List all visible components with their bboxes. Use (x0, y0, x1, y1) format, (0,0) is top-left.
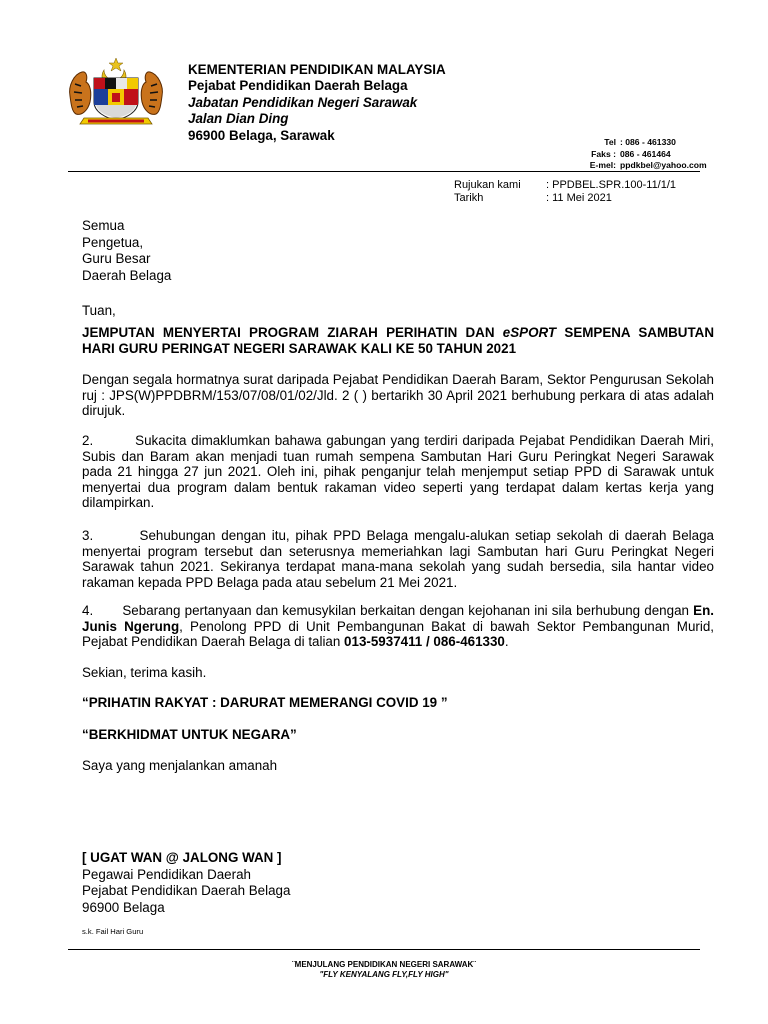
paragraph-3 (82, 528, 714, 590)
carbon-copy-note: s.k. Fail Hari Guru (82, 927, 144, 936)
paragraph-4 (82, 603, 714, 650)
header-divider (68, 171, 700, 172)
paragraph-3-text: Sehubungan dengan itu, pihak PPD Belaga mengalu-alukan setiap sekolah di daerah Belaga menyertai program tersebut dan seterusnya memeriahkan lagi Sambutan hari Guru Peringkat Negeri Sarawak tahun 2021. Sekiranya terdapat mana-mana sekolah yang sudah bersedia, sila hantar video rakaman kepada PPD Belaga pada atau sebelum 21 Mei 2021. (82, 528, 714, 590)
paragraph-2-text: Sukacita dimaklumkan bahawa gabungan yang terdiri daripada Pejabat Pendidikan Daerah Miri, Subis dan Baram akan menjadi tuan rumah sempena Sambutan Hari Guru Peringkat Negeri Sarawak pada 21 hingga 27 jun 2021. Oleh ini, pihak penganjur telah menjemput setiap PPD di Sarawak untuk menyertai dua program dalam bentuk rakaman video seperti yang terdapat dalam kertas kerja yang dilampirkan. (82, 433, 715, 511)
tel-value: : 086 - 461330 (620, 137, 676, 147)
slogan-prihatin: “PRIHATIN RAKYAT : DARURAT MEMERANGI COVID 19 ” (82, 695, 448, 710)
ministry-name: KEMENTERIAN PENDIDIKAN MALAYSIA (188, 62, 446, 77)
paragraph-2 (82, 433, 714, 511)
recipient-address (82, 218, 171, 284)
slogan-berkhidmat: “BERKHIDMAT UNTUK NEGARA” (82, 727, 297, 742)
subject-esport: eSPORT (502, 325, 557, 340)
fax-value: 086 - 461464 (620, 148, 671, 159)
paragraph-3-number: 3. (82, 528, 94, 543)
footer-motto-line-2: "FLY KENYALANG FLY,FLY HIGH" (319, 969, 449, 979)
paragraph-4-text-a: Sebarang pertanyaan dan kemusykilan berkaitan dengan kejohanan ini sila berhubung dengan (122, 603, 694, 618)
reference-block (454, 179, 676, 205)
date-value: : 11 Mei 2021 (546, 192, 612, 204)
fax-label: Faks : (591, 148, 616, 159)
department-name: Jabatan Pendidikan Negeri Sarawak (188, 94, 418, 110)
signatory-name: [ UGAT WAN @ JALONG WAN ] (82, 850, 282, 865)
contact-person-name: En. Junis Ngerung (82, 603, 714, 634)
recipient-line: Daerah Belaga (82, 267, 172, 283)
salutation: Tuan, (82, 303, 116, 318)
letterhead (188, 62, 446, 144)
reference-label: Rujukan kami (454, 179, 521, 191)
footer-motto (0, 960, 768, 979)
signatory-postcode: 96900 Belaga (82, 899, 165, 915)
postcode-city: 96900 Belaga, Sarawak (188, 127, 335, 143)
signatory-office: Pejabat Pendidikan Daerah Belaga (82, 883, 291, 898)
date-label: Tarikh (454, 192, 484, 204)
coat-of-arms-logo (66, 56, 166, 128)
reference-value: : PPDBEL.SPR.100-11/1/1 (546, 179, 677, 191)
paragraph-1: Dengan segala hormatnya surat daripada Pejabat Pendidikan Daerah Baram, Sektor Pengurusan Sekolah ruj : JPS(W)PPDBRM/153/07/08/01/02/Jld. 2 ( ) bertarikh 30 April 2021 berhubung perkara di atas adalah dirujuk. (82, 372, 714, 419)
email-value: ppdkbel@yahoo.com (620, 160, 707, 170)
tel-label: Tel (604, 137, 616, 147)
street-address: Jalan Dian Ding (188, 111, 289, 127)
footer-divider (68, 949, 700, 950)
subject-part-1: JEMPUTAN MENYERTAI PROGRAM ZIARAH PERIHATIN DAN (82, 325, 503, 340)
contact-phone-numbers: 013-5937411 / 086-461330 (344, 634, 505, 650)
signatory-title: Pegawai Pendidikan Daerah (82, 866, 251, 882)
paragraph-4-number: 4. (82, 603, 94, 618)
closing-amanah: Saya yang menjalankan amanah (82, 758, 278, 773)
recipient-line: Pengetua, (82, 234, 144, 250)
recipient-line: Semua (82, 218, 125, 233)
letter-subject (82, 325, 714, 357)
paragraph-2-number: 2. (82, 433, 94, 448)
closing-thanks: Sekian, terima kasih. (82, 665, 207, 680)
footer-motto-line-1: ¨MENJULANG PENDIDIKAN NEGERI SARAWAK¨ (291, 960, 476, 969)
paragraph-4-end: . (504, 634, 509, 650)
office-name: Pejabat Pendidikan Daerah Belaga (188, 78, 408, 94)
email-label: E-mel: (589, 160, 616, 170)
recipient-line: Guru Besar (82, 251, 151, 266)
contact-block (578, 137, 707, 172)
subject-part-2: SEMPENA SAMBUTAN HARI GURU PERINGAT NEGERI SARAWAK KALI KE 50 TAHUN 2021 (82, 325, 714, 356)
signature-block (82, 850, 290, 916)
paragraph-4-text-b: , Penolong PPD di Unit Pembangunan Bakat di bawah Sektor Pembangunan Murid, Pejabat Pendidikan Daerah Belaga di talian (82, 618, 714, 650)
